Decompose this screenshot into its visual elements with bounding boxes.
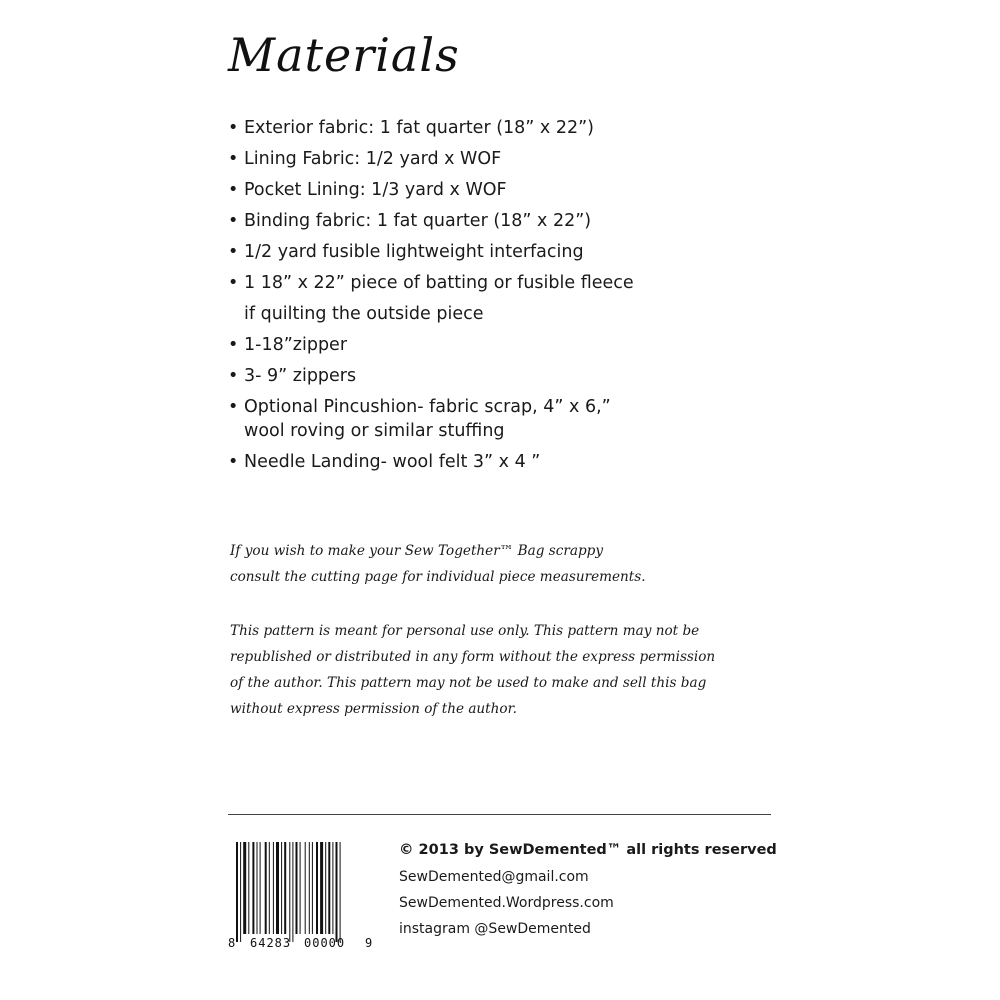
barcode-bar	[312, 842, 313, 934]
note-line: republished or distributed in any form without the express permission	[230, 649, 716, 665]
barcode-bar	[332, 842, 333, 934]
copyright-line: © 2013 by SewDemented™ all rights reserved	[399, 842, 777, 858]
barcode-bar	[248, 842, 249, 934]
contact-email[interactable]: SewDemented@gmail.com	[399, 869, 589, 885]
material-item-text: Pocket Lining: 1/3 yard x WOF	[244, 180, 507, 200]
barcode-digits-right: 00000	[304, 936, 346, 950]
barcode-bar	[281, 842, 282, 934]
contact-instagram[interactable]: instagram @SewDemented	[399, 921, 591, 937]
barcode-digit-check: 9	[365, 936, 373, 950]
barcode-bar	[236, 842, 238, 942]
material-item-text: 1/2 yard fusible lightweight interfacing	[244, 242, 584, 262]
barcode-bar	[284, 842, 286, 934]
barcode-digits-left: 64283	[250, 936, 292, 950]
barcode	[226, 840, 375, 950]
material-item	[228, 333, 634, 357]
material-item-text: Needle Landing- wool felt 3” x 4 ”	[244, 452, 541, 472]
material-item-text: 1-18”zipper	[244, 335, 348, 355]
materials-list	[228, 116, 634, 481]
material-item-text: 3- 9” zippers	[244, 366, 357, 386]
page-title: Materials	[228, 28, 460, 82]
material-item	[228, 147, 634, 171]
note-line: without express permission of the author.	[230, 701, 517, 717]
material-item-continuation: if quilting the outside piece	[244, 304, 484, 324]
barcode-bar	[269, 842, 270, 934]
barcode-bar	[316, 842, 318, 934]
scrappy-note	[230, 538, 646, 590]
material-item	[228, 240, 634, 264]
barcode-bar	[289, 842, 290, 942]
note-line: of the author. This pattern may not be used to make and sell this bag	[230, 675, 707, 691]
barcode-bar	[292, 842, 293, 942]
material-item	[228, 364, 634, 388]
barcode-bar	[243, 842, 246, 934]
material-item	[228, 116, 634, 140]
barcode-bar	[273, 842, 274, 934]
license-note	[230, 618, 715, 722]
barcode-bar	[325, 842, 326, 934]
barcode-bar	[305, 842, 306, 934]
barcode-graphic	[226, 840, 375, 950]
barcode-bar	[240, 842, 241, 942]
contact-website[interactable]: SewDemented.Wordpress.com	[399, 895, 614, 911]
barcode-digit-lead: 8	[228, 936, 236, 950]
barcode-bar	[257, 842, 258, 934]
note-line: If you wish to make your Sew Together™ Bag scrappy	[230, 543, 604, 559]
barcode-bar	[320, 842, 323, 934]
barcode-bar	[300, 842, 301, 934]
material-item	[228, 178, 634, 202]
footer-divider	[228, 814, 771, 815]
material-item	[228, 450, 634, 474]
material-item-text: Lining Fabric: 1/2 yard x WOF	[244, 149, 502, 169]
material-item-continuation: wool roving or similar stuffing	[244, 421, 505, 441]
barcode-bar	[265, 842, 267, 934]
material-item	[228, 271, 634, 326]
material-item-text: 1 18” x 22” piece of batting or fusible fleece	[244, 273, 634, 293]
barcode-bar	[252, 842, 254, 934]
note-line: This pattern is meant for personal use only. This pattern may not be	[230, 623, 700, 639]
material-item	[228, 209, 634, 233]
barcode-bar	[309, 842, 310, 934]
note-line: consult the cutting page for individual piece measurements.	[230, 569, 646, 585]
barcode-bar	[260, 842, 261, 934]
barcode-bar	[276, 842, 279, 934]
barcode-bar	[340, 842, 341, 942]
barcode-bar	[296, 842, 298, 934]
material-item	[228, 395, 634, 443]
material-item-text: Exterior fabric: 1 fat quarter (18” x 22”)	[244, 118, 595, 138]
material-item-text: Optional Pincushion- fabric scrap, 4” x 6,”	[244, 397, 611, 417]
contact-block	[399, 842, 777, 947]
barcode-bar	[336, 842, 338, 942]
barcode-bar	[328, 842, 330, 934]
material-item-text: Binding fabric: 1 fat quarter (18” x 22”)	[244, 211, 592, 231]
